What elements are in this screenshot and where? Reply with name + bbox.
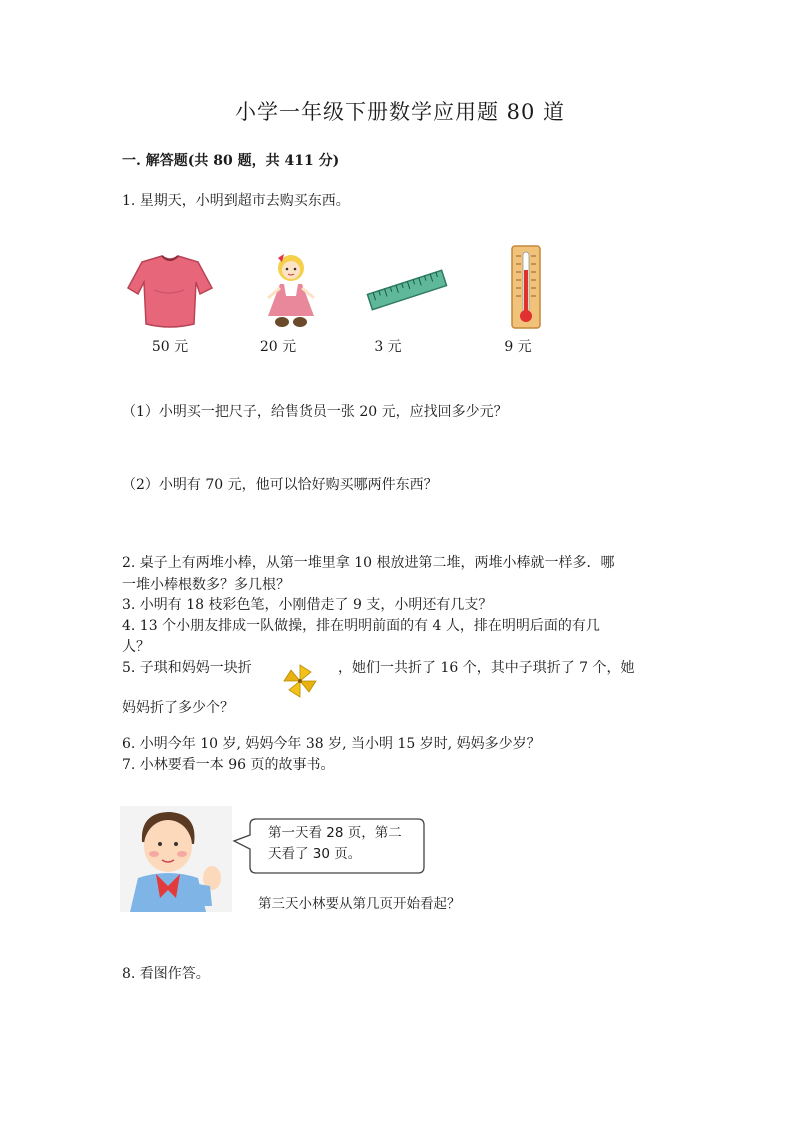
thermometer-icon [502,242,602,334]
speech-bubble-line-1: 第一天看 28 页，第二 [268,825,402,841]
speech-bubble-text [268,823,418,865]
question-5-line-2: 妈妈折了多少个？ [122,700,234,716]
section-heading: 一. 解答题(共 80 题，共 411 分) [122,153,340,169]
shirt-icon [124,250,224,330]
question-3: 3. 小明有 18 枝彩色笔，小刚借走了 9 支，小明还有几支？ [122,597,493,613]
question-4-line-1: 4. 13 个小朋友排成一队做操，排在明明前面的有 4 人，排在明明后面的有几 [122,618,600,634]
product-pictures [122,250,582,330]
price-doll: 20 元 [259,339,297,355]
price-ruler: 3 元 [374,339,402,355]
page-title: 小学一年级下册数学应用题 80 道 [234,100,566,124]
price-thermometer: 9 元 [504,339,532,355]
question-7-caption: 第三天小林要从第几页开始看起？ [258,896,461,912]
question-5-part-2: ，她们一共折了 16 个，其中子琪折了 7 个，她 [338,660,635,676]
price-shirt: 50 元 [151,339,189,355]
question-4-line-2: 人？ [122,639,150,655]
question-1-stem: 1. 星期天，小明到超市去购买东西。 [122,193,350,209]
question-6: 6. 小明今年 10 岁, 妈妈今年 38 岁, 当小明 15 岁时, 妈妈多少岁？ [122,736,541,752]
speech-bubble-line-2: 天看了 30 页。 [268,846,362,862]
question-8: 8. 看图作答。 [122,966,210,982]
question-1-part-2: （2）小明有 70 元，他可以恰好购买哪两件东西？ [122,477,438,493]
question-1-part-1: （1）小明买一把尺子，给售货员一张 20 元，应找回多少元？ [122,404,508,420]
question-2-line-1: 2. 桌子上有两堆小棒，从第一堆里拿 10 根放进第二堆，两堆小棒就一样多．哪 [122,555,615,571]
pinwheel-icon [281,662,319,700]
ruler-icon [362,250,462,330]
question-5-part-1: 5. 子琪和妈妈一块折 [122,660,252,676]
question-7-stem: 7. 小林要看一本 96 页的故事书。 [122,757,335,773]
question-2-line-2: 一堆小棒根数多？多几根？ [122,577,290,593]
doll-icon [256,250,356,330]
boy-illustration [120,806,232,912]
